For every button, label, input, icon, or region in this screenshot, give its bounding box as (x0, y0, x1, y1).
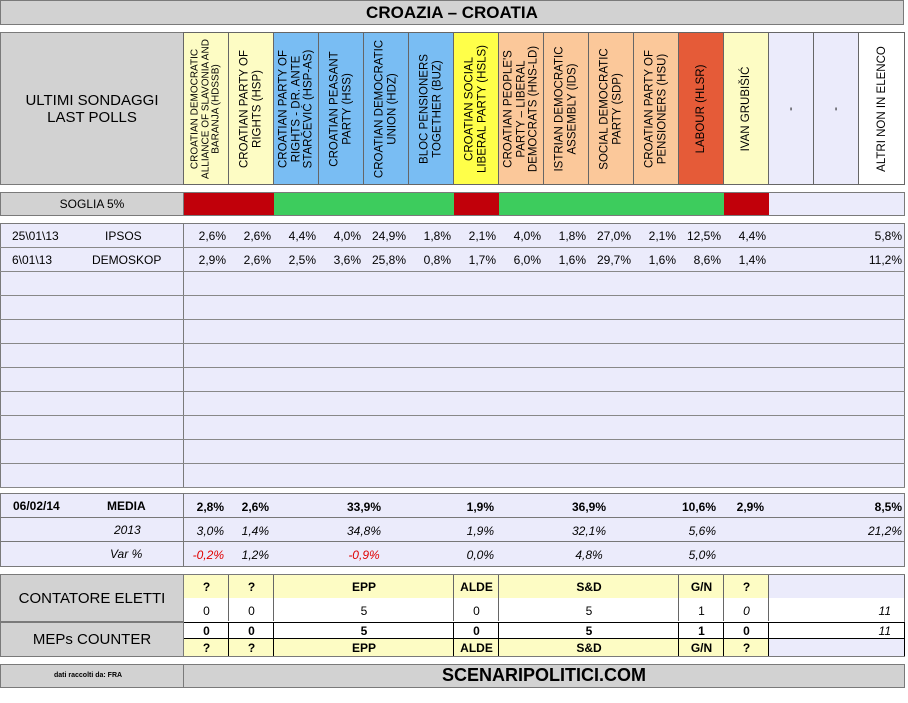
summary-value: 8,5% (874, 500, 902, 514)
threshold-segment (499, 193, 544, 215)
party-name: ALTRI NON IN ELENCO (875, 45, 888, 172)
counter-group: EPP (351, 580, 376, 594)
poll-value: 1,8% (423, 229, 451, 243)
summary-value: 2,6% (241, 500, 269, 514)
summary-value: 10,6% (681, 500, 716, 514)
party-name: CROATIAN SOCIAL LIBERAL PARTY (HSLS) (463, 44, 488, 173)
party-name: - (784, 106, 797, 111)
poll-value: 2,6% (243, 253, 271, 267)
poll-date: 6\01\13 (12, 253, 53, 267)
counter-group: S&D (576, 580, 602, 594)
threshold-segment (364, 193, 409, 215)
poll-value: 4,0% (513, 229, 541, 243)
poll-institute: IPSOS (105, 229, 142, 243)
counter-seats: 5 (360, 604, 368, 618)
summary-value: 2,8% (196, 500, 224, 514)
page-title: CROAZIA – CROATIA (366, 3, 538, 22)
party-header-cell (859, 33, 905, 184)
summary-date: 06/02/14 (13, 499, 60, 513)
party-header-cell (184, 33, 229, 184)
counter-seats: 0 (248, 604, 255, 618)
poll-grid-line (0, 343, 905, 344)
var-label: Var % (110, 547, 143, 561)
poll-institute: DEMOSKOP (92, 253, 162, 267)
party-name: CROATIAN DEMOCRATIC ALLIANCE OF SLAVONIA AND BARANJA (HDSSB) (189, 38, 222, 179)
party-header-cell (589, 33, 634, 184)
summary-value: 5,0% (688, 548, 716, 562)
summary-value: 3,0% (196, 524, 224, 538)
poll-grid-line (0, 319, 905, 320)
summary-value: 1,9% (466, 524, 494, 538)
party-header-cell (814, 33, 859, 184)
party-header-cell (319, 33, 364, 184)
summary-value: 1,2% (241, 548, 269, 562)
poll-value: 5,8% (874, 229, 902, 243)
summary-value: 1,9% (466, 500, 494, 514)
poll-value: 1,6% (558, 253, 586, 267)
summary-value: 36,9% (571, 500, 607, 514)
threshold-segment (679, 193, 724, 215)
party-name: LABOUR (HLSR) (694, 64, 707, 153)
party-name: - (829, 106, 842, 111)
footer-site: SCENARIPOLITICI.COM (441, 665, 646, 685)
counter-group: ALDE (460, 580, 493, 594)
summary-value: -0,9% (348, 548, 380, 562)
summary-value: -0,2% (192, 548, 224, 562)
summary-value: 4,8% (575, 548, 603, 562)
poll-value: 1,7% (468, 253, 496, 267)
party-name: IVAN GRUBIŠIĆ (739, 66, 752, 151)
poll-grid-line (0, 271, 905, 272)
counter-seats-bold: 5 (360, 624, 368, 638)
poll-value: 3,6% (333, 253, 361, 267)
party-header-cell (364, 33, 409, 184)
counter-label-en: MEPs COUNTER (32, 631, 152, 648)
party-name: CROATIAN PARTY OF PENSIONERS (HSU) (643, 49, 668, 168)
summary-value: 34,8% (346, 524, 382, 538)
counter-group: G/N (690, 580, 713, 594)
threshold-label: SOGLIA 5% (59, 197, 125, 211)
counter-group-bottom: ? (247, 641, 256, 655)
party-header-cell (454, 33, 499, 184)
party-header-cell (724, 33, 769, 184)
party-header-cell (769, 33, 814, 184)
summary-value: 32,1% (571, 524, 607, 538)
counter-seats: 1 (698, 604, 705, 618)
poll-value: 2,9% (198, 253, 226, 267)
media-label: MEDIA (107, 499, 146, 513)
header-label-en: LAST POLLS (47, 109, 137, 126)
party-name: BLOC PENSIONERS TOGETHER (BUZ) (418, 53, 443, 164)
party-name: CROATIAN PARTY OF RIGHTS - DR. ANTE STARČEVIĆ (HSP-AS) (277, 49, 315, 168)
counter-seats-bold: 0 (203, 624, 210, 638)
party-header-cell (679, 33, 724, 184)
counter-seats: 0 (203, 604, 210, 618)
party-header-cell (544, 33, 589, 184)
counter-group: ? (742, 580, 751, 594)
party-name: SOCIAL DEMOCRATIC PARTY (SDP) (598, 47, 623, 170)
poll-value: 2,1% (468, 229, 496, 243)
party-header-cell (229, 33, 274, 184)
counter-group-bottom: ? (202, 641, 211, 655)
counter-group-bottom: ALDE (460, 641, 493, 655)
poll-value: 2,5% (288, 253, 316, 267)
poll-grid-line (0, 415, 905, 416)
poll-grid-line (0, 247, 905, 248)
threshold-segment (229, 193, 274, 215)
summary-value: 0,0% (466, 548, 494, 562)
poll-value: 4,4% (288, 229, 316, 243)
counter-group-cell (769, 575, 905, 598)
threshold-segment (589, 193, 634, 215)
poll-value: 24,9% (371, 229, 406, 243)
threshold-segment (274, 193, 319, 215)
poll-value: 1,4% (738, 253, 766, 267)
party-header-cell (634, 33, 679, 184)
poll-value: 4,4% (738, 229, 766, 243)
counter-group-bottom: G/N (690, 641, 713, 655)
threshold-segment (544, 193, 589, 215)
poll-value: 0,8% (423, 253, 451, 267)
counter-seats: 0 (473, 604, 480, 618)
threshold-segment (634, 193, 679, 215)
poll-date: 25\01\13 (12, 229, 59, 243)
year-label: 2013 (114, 523, 141, 537)
header-label-it: ULTIMI SONDAGGI (25, 92, 159, 109)
summary-value: 1,4% (241, 524, 269, 538)
counter-group-bottom: ? (742, 641, 751, 655)
counter-seats: 0 (743, 604, 750, 618)
threshold-segment (409, 193, 454, 215)
party-name: CROATIAN PEOPLE'S PARTY – LIBERAL DEMOCRATS (HNS-LD) (502, 45, 540, 172)
poll-grid-line (0, 463, 905, 464)
party-header-cell (409, 33, 454, 184)
poll-value: 6,0% (513, 253, 541, 267)
poll-grid-line (0, 295, 905, 296)
counter-seats-bold: 1 (698, 624, 705, 638)
party-header-cell (274, 33, 319, 184)
poll-value: 25,8% (371, 253, 406, 267)
threshold-segment (184, 193, 229, 215)
poll-value: 2,6% (243, 229, 271, 243)
poll-grid-line (0, 487, 905, 488)
counter-label-it: CONTATORE ELETTI (18, 590, 166, 607)
summary-value: 5,6% (688, 524, 716, 538)
poll-value: 1,8% (558, 229, 586, 243)
poll-grid-line (0, 367, 905, 368)
poll-value: 11,2% (868, 253, 902, 267)
counter-seats-bold: 0 (473, 624, 480, 638)
counter-group-bottom: S&D (576, 641, 602, 655)
counter-seats-bold: 11 (878, 624, 891, 638)
counter-group-bottom-cell (769, 638, 905, 656)
poll-value: 1,6% (648, 253, 676, 267)
party-name: CROATIAN PEASANT PARTY (HSS) (328, 50, 353, 167)
counter-seats-bold: 5 (585, 624, 593, 638)
summary-value: 33,9% (346, 500, 382, 514)
poll-value: 2,1% (648, 229, 676, 243)
counter-seats: 11 (878, 604, 891, 618)
counter-seats-bold: 0 (248, 624, 255, 638)
counter-group: ? (202, 580, 211, 594)
party-header-cell (499, 33, 544, 184)
counter-seats: 5 (585, 604, 593, 618)
party-name: CROATIAN PARTY OF RIGHTS (HSP) (238, 49, 263, 168)
threshold-segment (724, 193, 769, 215)
poll-value: 8,6% (693, 253, 721, 267)
footer-source: dati raccolti da: FRA (54, 672, 123, 679)
poll-grid-line (0, 391, 905, 392)
poll-value: 4,0% (333, 229, 361, 243)
poll-grid-line (0, 439, 905, 440)
party-name: ISTRIAN DEMOCRATIC ASSEMBLY (IDS) (553, 46, 578, 172)
threshold-segment (319, 193, 364, 215)
poll-value: 2,6% (198, 229, 226, 243)
summary-value: 21,2% (867, 524, 902, 538)
counter-group: ? (247, 580, 256, 594)
threshold-segment (454, 193, 499, 215)
party-name: CROATIAN DEMOCRATIC UNION (HDZ) (373, 39, 398, 178)
summary-rule (0, 517, 905, 518)
summary-rule (0, 541, 905, 542)
counter-group-bottom: EPP (351, 641, 376, 655)
summary-value: 2,9% (736, 500, 764, 514)
poll-value: 29,7% (596, 253, 631, 267)
poll-value: 27,0% (596, 229, 631, 243)
poll-value: 12,5% (686, 229, 721, 243)
counter-seats-bold: 0 (743, 624, 750, 638)
